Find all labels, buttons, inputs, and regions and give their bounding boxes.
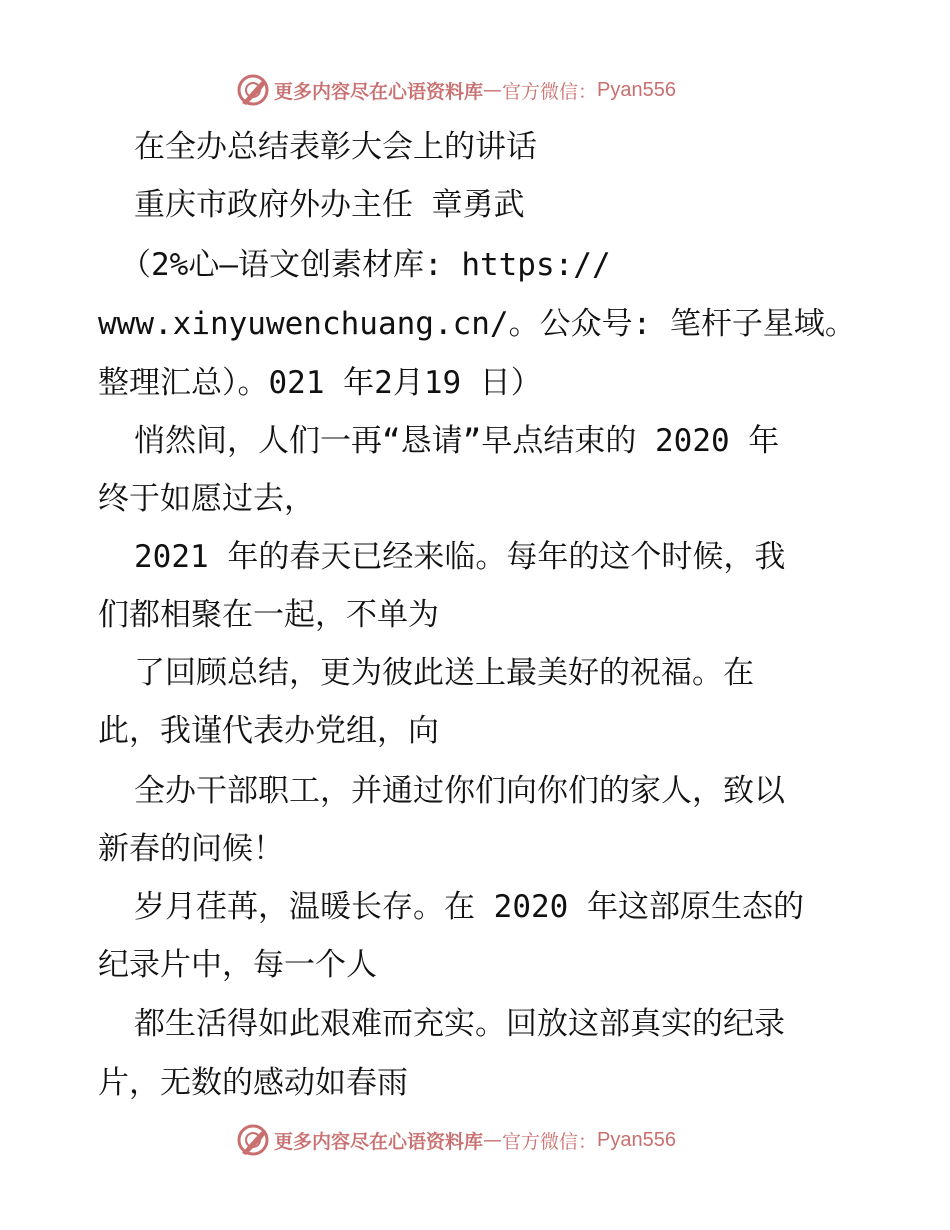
text-line: 2021 年的春天已经来临。每年的这个时候，我 (134, 539, 786, 575)
banner-main-text: 更多内容尽在心语资料库 (274, 80, 484, 103)
text-line: 终于如愿过去， (98, 481, 315, 517)
banner-sub-text: 官方微信： (502, 1130, 598, 1153)
text-line: 悄然间，人们一再“恳请”早点结束的 2020 年 (134, 423, 780, 459)
banner-account-id: Pyan556 (597, 1128, 676, 1151)
text-line: 片，无数的感动如春雨 (98, 1065, 408, 1101)
text-line: 们都相聚在一起，不单为 (98, 597, 439, 633)
doc-title: 在全办总结表彰大会上的讲话 (134, 129, 537, 165)
text-line: www.xinyuwenchuang.cn/。公众号: 笔杆子星域。 (98, 306, 856, 342)
text-line: 整理汇总）。021 年2月19 日） (98, 365, 542, 401)
text-line: 岁月荏苒，温暖长存。在 2020 年这部原生态的 (134, 889, 804, 925)
text-line: 新春的问候！ (98, 831, 284, 867)
banner-main-text: 更多内容尽在心语资料库 (274, 1130, 484, 1153)
banner-separator: — (483, 79, 503, 101)
pen-logo-icon (236, 73, 270, 107)
header-banner (236, 72, 676, 108)
banner-account-id: Pyan556 (597, 78, 676, 101)
text-line: 此，我谨代表办党组，向 (98, 713, 439, 749)
footer-banner (236, 1122, 676, 1158)
banner-separator: — (483, 1129, 503, 1151)
text-line: 都生活得如此艰难而充实。回放这部真实的纪录 (134, 1006, 785, 1042)
doc-author: 重庆市政府外办主任 章勇武 (134, 187, 525, 223)
text-line: 了回顾总结，更为彼此送上最美好的祝福。在 (134, 655, 754, 691)
text-line: 纪录片中，每一个人 (98, 947, 377, 983)
text-line: 全办干部职工，并通过你们向你们的家人，致以 (134, 773, 785, 809)
pen-logo-icon (236, 1123, 270, 1157)
text-line: （2%心—语文创素材库: https:// (120, 247, 611, 283)
banner-sub-text: 官方微信： (502, 80, 598, 103)
